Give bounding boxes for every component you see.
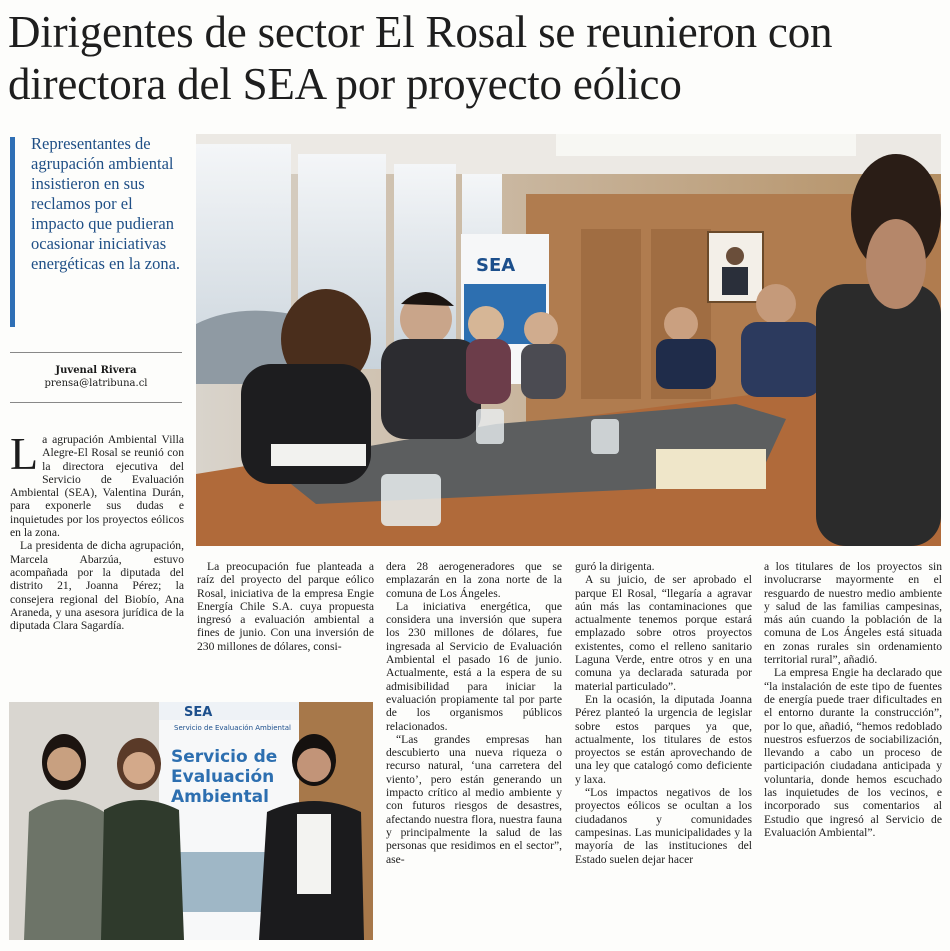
paragraph: guró la dirigenta.	[575, 560, 655, 573]
lead-text: Representantes de agrupación ambiental insistieron en sus reclamos por el impacto que pudieran ocasionar iniciativas energéticas en la zona.	[31, 134, 181, 273]
paragraph: La preocupación fue planteada a raíz del proyecto del parque eólico Rosal, iniciativa de la empresa Engie Energía Chile S.A. cuya propuesta ingresó a evaluación ambiental a fines de junio. Con una inversión de 230 millones de dólares, consi-	[197, 560, 374, 653]
svg-text:Evaluación: Evaluación	[171, 767, 275, 787]
paragraph: En la ocasión, la diputada Joanna Pérez planteó la urgencia de legislar sobre estos parques ya que, actualmente, los titulares de estos proyectos se están aprovechando de una ley que catalogó como deficiente y laxa.	[575, 692, 752, 786]
article-column-4	[575, 560, 752, 866]
paragraph: La iniciativa energética, que considera una inversión que supera los 230 millones de dólares, fue ingresada al Servicio de Evaluación Ambiental el pasado 16 de junio. Actualmente, está a la espera de su admisibilidad para iniciar la evaluación propiamente tal por parte de los organismos públicos relacionados.	[386, 599, 562, 733]
group-portrait-illustration	[9, 702, 373, 940]
paragraph: a los titulares de los proyectos sin involucrarse mayormente en el resguardo de nuestro medio ambiente y salud de las familias campesinas, más aún cuando la población de la comuna de Los Ángeles está situada en zonas rurales sin ordenamiento territorial rural”, añadió.	[764, 560, 942, 667]
drop-cap: L	[10, 428, 39, 479]
author-name: Juvenal Rivera	[55, 365, 137, 376]
lead-accent-bar	[10, 137, 15, 327]
article-column-2	[197, 560, 374, 653]
divider	[10, 352, 182, 353]
main-photo	[196, 134, 941, 546]
article-column-3	[386, 560, 562, 866]
paragraph: La agrupación Ambiental Villa Alegre-El Rosal se reunió con la directora ejecutiva del Servicio de Evaluación Ambiental (SEA), Valentina Durán, para exponerle sus dudas e inquietudes por los proyectos eólicos en la zona.	[10, 428, 184, 540]
paragraph: “Los impactos negativos de los proyectos eólicos se ocultan a los ciudadanos y comunidades campesinas. Las municipalidades y la mayoría de las instituciones del Estado suelen dejar hacer	[575, 786, 752, 866]
divider	[10, 402, 182, 403]
banner-logo: SEA	[476, 255, 516, 276]
banner-logo: SEA	[184, 705, 213, 720]
banner-subtitle: Servicio de Evaluación Ambiental	[174, 724, 291, 732]
meeting-room-illustration	[196, 134, 941, 546]
paragraph: dera 28 aerogeneradores que se emplazarán en la zona norte de la comuna de Los Ángeles.	[386, 560, 562, 600]
paragraph: “Las grandes empresas han descubierto una nueva riqueza o recurso natural, ‘una carretera del viento’, pero están generando un impacto crítico al medio ambiente y con futuros riesgos de desastres, afectando nuestra flora, nuestra fauna y principalmente la salud de las personas que residimos en el sector”, ase-	[386, 732, 562, 866]
paragraph: La presidenta de dicha agrupación, Marcela Abarzúa, estuvo acompañada por la diputada del distrito 21, Joanna Pérez; la consejera regional del Biobío, Ana Araneda, y una asesora jurídica de la diputada Clara Sagardía.	[10, 539, 184, 633]
byline	[10, 364, 182, 390]
paragraph: A su juicio, de ser aprobado el parque El Rosal, “llegaría a agravar aún más las contaminaciones que actualmente tenemos porque estará emplazado sobre otros proyectos existentes, como el relleno sanitario Laguna Verde, entre otros y en una comuna ya declarada saturada por material particulado”.	[575, 573, 752, 693]
paragraph: La empresa Engie ha declarado que “la instalación de este tipo de fuentes de energía puede traer dificultades en el entorno durante la construcción”, por lo que, añadió, “hemos redoblado nuestros esfuerzos de sociabilización, llevando a cabo un proceso de participación ciudadana anticipada y voluntaria, donde hemos escuchado las inquietudes de los vecinos, e incorporado sus comentarios al Estudio que ingresó al Servicio de Evaluación Ambiental”.	[764, 666, 942, 839]
svg-text:Servicio de: Servicio de	[171, 747, 278, 767]
author-email[interactable]: prensa@latribuna.cl	[44, 378, 148, 389]
secondary-photo	[9, 702, 373, 940]
article-column-5	[764, 560, 942, 839]
headline: Dirigentes de sector El Rosal se reunieron con directora del SEA por proyecto eólico	[8, 7, 833, 109]
svg-text:Ambiental: Ambiental	[171, 787, 269, 807]
article-column-1	[10, 428, 184, 633]
